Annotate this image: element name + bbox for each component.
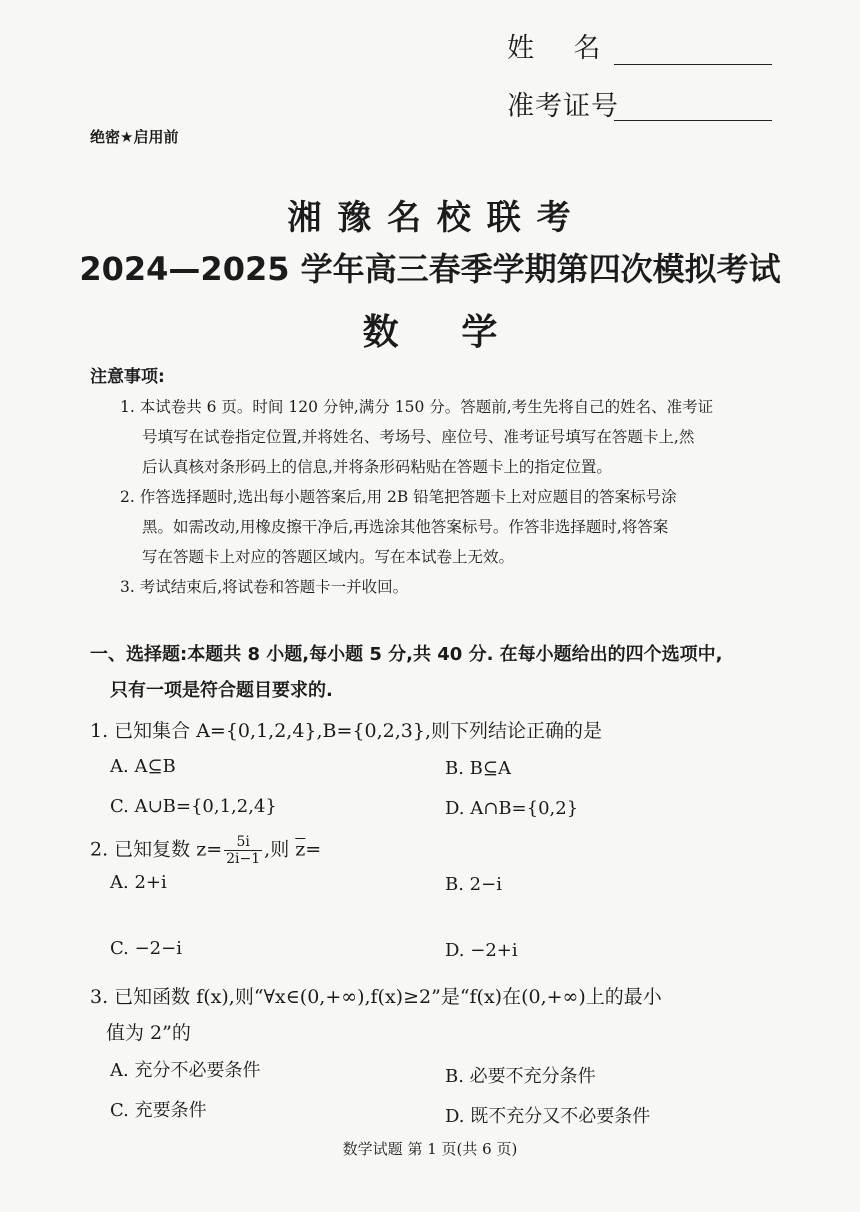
q2-stem-prefix: 2. 已知复数 z= bbox=[90, 838, 223, 861]
subject-title: 数 学 bbox=[362, 312, 498, 353]
q1-option-d: D. A∩B={0,2} bbox=[445, 798, 579, 819]
notice-heading: 注意事项: bbox=[90, 367, 165, 387]
notice-line: 1. 本试卷共 6 页。时间 120 分钟,满分 150 分。答题前,考生先将自己的姓名、准考证 bbox=[120, 398, 714, 416]
q2-frac-numerator: 5i bbox=[224, 834, 262, 851]
question-3-stem: 3. 已知函数 f(x),则“∀x∈(0,+∞),f(x)≥2”是“f(x)在(0,+∞)上的最小 bbox=[90, 986, 662, 1008]
q3-option-c: C. 充要条件 bbox=[110, 1100, 207, 1121]
notice-line: 2. 作答选择题时,选出每小题答案后,用 2B 铅笔把答题卡上对应题目的答案标号涂 bbox=[120, 488, 677, 506]
exam-union-title: 湘 豫 名 校 联 考 bbox=[287, 198, 573, 238]
exam-id-label: 准考证号 bbox=[507, 91, 619, 122]
notice-line: 黑。如需改动,用橡皮擦干净后,再选涂其他答案标号。作答非选择题时,将答案 bbox=[142, 518, 669, 536]
section-heading-cont: 只有一项是符合题目要求的. bbox=[110, 680, 333, 701]
q2-option-b: B. 2−i bbox=[445, 874, 502, 895]
notice-line: 后认真核对条形码上的信息,并将条形码粘贴在答题卡上的指定位置。 bbox=[142, 458, 612, 476]
q1-option-b: B. B⊆A bbox=[445, 758, 511, 779]
notice-line: 写在答题卡上对应的答题区域内。写在本试卷上无效。 bbox=[142, 548, 515, 566]
exam-title: 2024—2025 学年高三春季学期第四次模拟考试 bbox=[79, 250, 781, 288]
question-3-stem-cont: 值为 2”的 bbox=[106, 1022, 191, 1044]
q3-option-b: B. 必要不充分条件 bbox=[445, 1066, 596, 1087]
confidential-label: 绝密★启用前 bbox=[90, 128, 179, 146]
q1-option-a: A. A⊆B bbox=[110, 756, 176, 777]
q2-stem-suffix-b: = bbox=[305, 838, 322, 861]
notice-line: 号填写在试卷指定位置,并将姓名、考场号、座位号、准考证号填写在答题卡上,然 bbox=[142, 428, 695, 446]
q2-stem-suffix-a: ,则 bbox=[264, 838, 296, 861]
q2-frac-denominator: 2i−1 bbox=[226, 851, 261, 867]
q2-option-c: C. −2−i bbox=[110, 938, 182, 959]
q3-option-d: D. 既不充分又不必要条件 bbox=[445, 1106, 651, 1127]
q2-option-a: A. 2+i bbox=[110, 872, 167, 893]
notice-list bbox=[120, 392, 790, 602]
question-2-stem bbox=[90, 834, 321, 867]
page-footer: 数学试题 第 1 页(共 6 页) bbox=[342, 1140, 518, 1158]
name-label: 姓 名 bbox=[507, 33, 602, 64]
q2-zbar: $\overline{z}$ bbox=[295, 838, 306, 861]
question-1-stem: 1. 已知集合 A={0,1,2,4},B={0,2,3},则下列结论正确的是 bbox=[90, 720, 602, 742]
exam-id-field[interactable] bbox=[614, 120, 772, 121]
notice-line: 3. 考试结束后,将试卷和答题卡一并收回。 bbox=[120, 578, 409, 596]
q2-fraction bbox=[224, 834, 262, 867]
section-heading: 一、选择题:本题共 8 小题,每小题 5 分,共 40 分. 在每小题给出的四个选项中, bbox=[90, 644, 723, 665]
name-field[interactable] bbox=[614, 64, 772, 65]
q1-option-c: C. A∪B={0,1,2,4} bbox=[110, 796, 277, 817]
q3-option-a: A. 充分不必要条件 bbox=[110, 1060, 261, 1081]
q2-option-d: D. −2+i bbox=[445, 940, 518, 961]
